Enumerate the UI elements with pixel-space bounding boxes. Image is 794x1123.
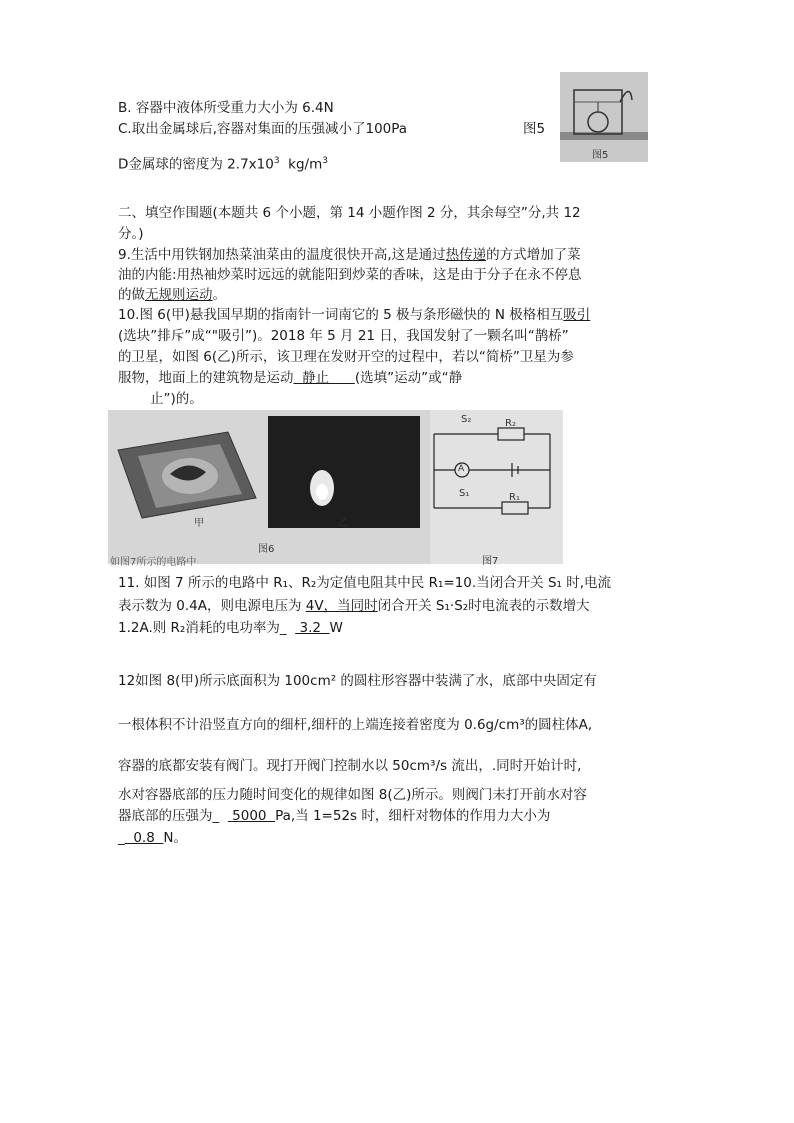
figure-5-reference: 图5 [523,121,546,137]
q9-text: 的做 [118,287,145,303]
resistor-r2-label: R₂ [505,418,516,429]
q9-line-3 [118,286,226,304]
q11-text: 1.2A.则 R₂消耗的电功率为_ [118,620,296,636]
figure-6-label-yi: 乙 [338,518,348,529]
switch-s2-label: S₂ [461,414,472,425]
resistor-r1-label: R₁ [509,492,520,503]
q12-answer-2: 0.8 [124,830,164,846]
q12-line-6 [118,829,187,847]
figure-6-caption: 图6 [258,544,275,555]
q12-line-1: 12如图 8(甲)所示底面积为 100cm² 的圆柱形容器中装满了水，底部中央固定有 [118,673,597,689]
figures-6-7-image [108,410,563,568]
q12-text: 器底部的压强为_ [118,808,228,824]
option-d-text: D金属球的密度为 2.7x10 [118,156,274,173]
q9-answer-2: 无规则运动 [145,287,213,303]
q11-text: 表示数为 0.4A，则电源电压为 [118,598,306,614]
q12-line-5 [118,807,550,825]
section-title-line-1: 二、填空作围题(本题共 6 个小题，第 14 小题作图 2 分，其余每空”分,共 12 [118,205,581,221]
figure-7-caption: 图7 [482,556,499,567]
q12-line-3: 容器的底都安装有阀门。现打开阀门控制水以 50cm³/s 流出，.同时开始计时, [118,758,582,774]
q10-line-3: 的卫星，如图 6(乙)所示，该卫理在发财开空的过程中，若以“简桥”卫星为参 [118,349,574,365]
q9-line-1 [118,246,581,264]
figure-5-image [560,72,648,162]
q10-text: 10.图 6(甲)悬我国早期的指南针一词南它的 5 极与条形磁快的 N 极格相互 [118,307,564,323]
q11-answer-1: 4V，当同时 [305,598,378,614]
q10-answer-2: 静止 [293,370,355,386]
q10-text: 服物，地面上的建筑物是运动 [118,370,294,386]
ammeter-icon: A [458,464,465,474]
q11-text: W [329,620,343,636]
q10-line-4 [118,369,462,387]
q12-text: _ [118,830,125,846]
q9-answer-1: 热传递 [445,247,487,263]
option-d: D金属球的密度为 $2.7x10^3$ $kg/m^3$ [118,156,328,173]
q9-text: 。 [212,287,226,303]
q12-text: Pa,当 1=52s 时，细杆对物体的作用力大小为 [275,808,551,824]
q10-line-1 [118,306,590,324]
q11-answer-2: 3.2 [295,620,330,636]
q12-line-2: 一根体积不计沿竖直方向的细杆,细杆的上端连接着密度为 0.6g/cm³的圆柱体A, [118,717,593,733]
q11-text: 闭合开关 S₁·S₂时电流表的示数增大 [377,598,590,614]
figure-5-caption: 图5 [592,150,609,161]
figure-7-caption-partial: 如图7所示的电路中 [110,557,197,568]
q11-line-1: 11. 如图 7 所示的电路中 R₁、R₂为定值电阻其中民 R₁=10.当闭合开关 S₁ 时,电流 [118,575,612,591]
q10-text: (选填”运动”或“静 [354,370,463,386]
figure-6-label-jia: 甲 [194,518,204,529]
q10-answer-1: 吸引 [563,307,591,323]
q10-line-5: 止”)的。 [150,391,203,407]
q12-answer-1: 5000 [227,808,276,824]
option-c: C.取出金属球后,容器对集面的压强减小了100Pa [118,121,408,137]
q10-line-2: (选块”排斥”成“"吸引”)。2018 年 5 月 21 日，我国发射了一颗名叫“鹊桥” [118,328,569,344]
option-b: B. 容器中液体所受重力大小为 6.4N [118,100,334,116]
q11-line-3 [118,619,343,637]
section-title-line-2: 分。) [118,226,144,242]
option-d-unit: kg/m [288,156,323,173]
q11-line-2 [118,597,590,615]
option-d-exponent: 3 [273,156,280,166]
switch-s1-label: S₁ [459,488,470,499]
q12-line-4: 水对容器底部的压力随时间变化的规律如图 8(乙)所示。则阀门未打开前水对容 [118,787,587,803]
q12-text: N。 [163,830,187,846]
q9-text: 9.生活中用铁钢加热菜油菜由的温度很快开高,这是通过 [118,247,446,263]
q9-text: 的方式增加了菜 [486,247,581,263]
q9-line-2: 油的内能:用热袖炒菜时远远的就能阳到炒菜的香味，这是由于分子在永不停息 [118,267,582,283]
